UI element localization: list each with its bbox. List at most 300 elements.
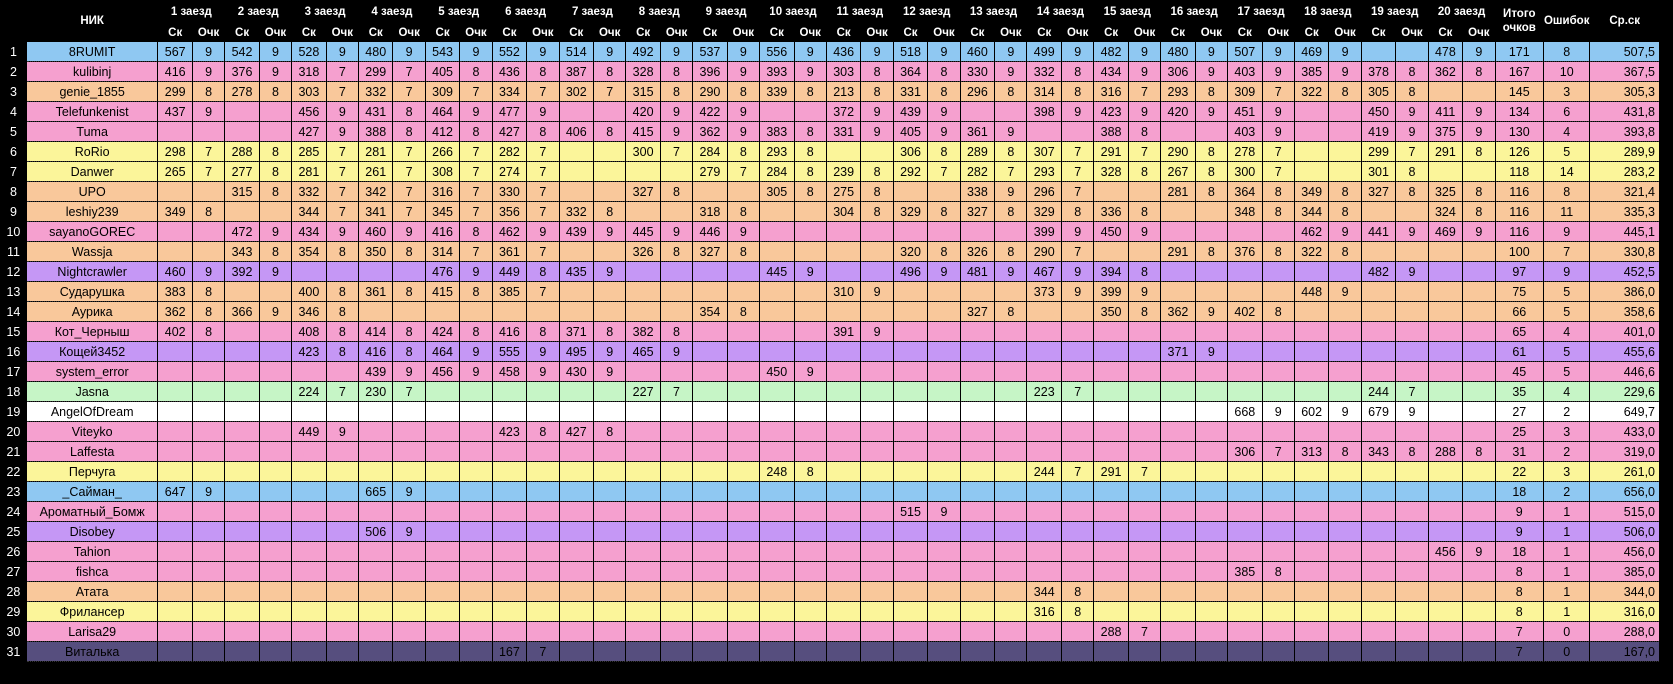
speed-cell [760,402,795,422]
points-cell: 9 [1128,62,1160,82]
speed-cell [693,482,728,502]
points-subheader: Очк [1061,24,1093,42]
speed-cell [1228,642,1263,662]
points-cell [1463,582,1495,602]
speed-cell [1094,642,1129,662]
speed-cell [292,522,327,542]
speed-cell: 239 [826,162,861,182]
speed-cell: 304 [826,202,861,222]
points-cell [1463,162,1495,182]
speed-cell [960,522,995,542]
points-cell: 9 [660,222,692,242]
speed-cell [760,522,795,542]
points-cell: 9 [660,42,692,62]
points-cell [1262,522,1294,542]
points-cell [527,602,559,622]
points-cell: 7 [527,82,559,102]
speed-cell: 450 [760,362,795,382]
speed-cell: 284 [693,142,728,162]
speed-cell: 227 [626,382,661,402]
points-cell [326,402,358,422]
points-cell [794,562,826,582]
speed-cell: 275 [826,182,861,202]
speed-cell [225,422,260,442]
points-cell: 7 [1262,162,1294,182]
points-cell: 9 [1329,42,1361,62]
speed-cell [1228,342,1263,362]
points-cell: 8 [1262,302,1294,322]
points-cell [727,382,759,402]
total-cell: 8 [1495,602,1544,622]
speed-cell [425,602,460,622]
points-cell [326,462,358,482]
speed-cell: 356 [492,202,527,222]
points-cell: 8 [527,122,559,142]
speed-cell [826,402,861,422]
speed-subheader: Ск [1027,24,1062,42]
total-cell: 8 [1495,562,1544,582]
speed-cell [1094,562,1129,582]
points-cell [594,602,626,622]
points-cell: 7 [326,82,358,102]
speed-cell [559,602,594,622]
speed-cell [1094,342,1129,362]
nick-cell: AngelOfDream [26,402,158,422]
points-cell [660,582,692,602]
nick-cell: genie_1855 [26,82,158,102]
points-cell [1195,122,1227,142]
rank-cell: 8 [1,182,27,202]
points-cell: 8 [1463,442,1495,462]
speed-cell [1361,422,1396,442]
speed-cell: 420 [626,102,661,122]
speed-cell [158,582,193,602]
speed-cell: 602 [1294,402,1329,422]
points-cell [527,482,559,502]
points-cell: 9 [1195,42,1227,62]
speed-subheader: Ск [893,24,928,42]
points-cell [259,382,291,402]
points-cell [1463,322,1495,342]
points-cell [1061,642,1093,662]
speed-cell [1161,402,1196,422]
points-cell [1396,562,1428,582]
avg-cell: 455,6 [1590,342,1660,362]
points-cell: 8 [727,302,759,322]
points-cell [460,502,492,522]
points-cell: 9 [660,342,692,362]
speed-cell: 387 [559,62,594,82]
speed-cell [1361,242,1396,262]
errors-header: Ошибок [1544,0,1590,42]
errors-cell: 2 [1544,402,1590,422]
points-cell [1329,602,1361,622]
speed-cell [626,602,661,622]
rank-cell: 31 [1,642,27,662]
points-cell [1195,542,1227,562]
speed-cell [1361,202,1396,222]
speed-cell: 267 [1161,162,1196,182]
speed-cell: 477 [492,102,527,122]
speed-cell [559,642,594,662]
points-cell: 7 [1262,142,1294,162]
speed-cell [1294,502,1329,522]
speed-cell: 315 [626,82,661,102]
speed-cell [1361,522,1396,542]
heat-header: 9 заезд [693,0,760,24]
points-cell: 8 [1262,182,1294,202]
points-cell: 8 [861,202,893,222]
speed-cell: 437 [158,102,193,122]
points-cell: 8 [794,182,826,202]
total-cell: 66 [1495,302,1544,322]
points-cell [460,642,492,662]
points-cell [259,482,291,502]
speed-cell: 290 [1161,142,1196,162]
points-cell [995,402,1027,422]
speed-cell [1428,322,1463,342]
speed-cell [1027,482,1062,502]
avg-cell: 433,0 [1590,422,1660,442]
speed-cell [492,402,527,422]
speed-cell [492,502,527,522]
points-cell: 9 [794,362,826,382]
points-cell: 8 [660,62,692,82]
points-cell [660,202,692,222]
speed-cell: 396 [693,62,728,82]
points-cell [1396,462,1428,482]
heat-header: 3 заезд [292,0,359,24]
points-cell [594,182,626,202]
speed-cell [1161,502,1196,522]
points-cell [1396,342,1428,362]
speed-cell: 281 [292,162,327,182]
speed-cell: 378 [1361,62,1396,82]
points-cell [660,602,692,622]
points-cell [192,422,224,442]
points-cell: 7 [460,182,492,202]
points-cell [1195,582,1227,602]
speed-subheader: Ск [1094,24,1129,42]
points-cell [727,442,759,462]
speed-subheader: Ск [1361,24,1396,42]
points-cell [861,262,893,282]
points-cell [1195,562,1227,582]
points-cell: 7 [1061,242,1093,262]
nick-cell: Ароматный_Бомж [26,502,158,522]
speed-cell [893,342,928,362]
points-cell [1128,502,1160,522]
nick-cell: Кот_Черныш [26,322,158,342]
points-cell [192,342,224,362]
speed-cell: 291 [1094,142,1129,162]
total-cell: 65 [1495,322,1544,342]
points-cell [259,622,291,642]
speed-cell [559,562,594,582]
points-cell: 7 [527,162,559,182]
points-cell: 9 [727,102,759,122]
points-cell [727,282,759,302]
speed-cell [693,182,728,202]
points-cell: 7 [1396,142,1428,162]
points-cell: 9 [259,222,291,242]
points-cell: 9 [460,102,492,122]
points-cell [192,122,224,142]
points-cell [1329,482,1361,502]
speed-subheader: Ск [358,24,393,42]
speed-cell [760,422,795,442]
points-cell [460,422,492,442]
speed-cell: 331 [893,82,928,102]
speed-cell: 285 [292,142,327,162]
points-cell [527,402,559,422]
speed-cell [960,342,995,362]
points-cell [1262,582,1294,602]
speed-cell [626,422,661,442]
points-cell [460,562,492,582]
total-cell: 7 [1495,622,1544,642]
speed-cell [626,262,661,282]
speed-cell: 291 [1161,242,1196,262]
speed-cell: 308 [425,162,460,182]
speed-cell [425,502,460,522]
nick-cell: Nightcrawler [26,262,158,282]
table-header [1,0,1660,42]
speed-cell: 464 [425,102,460,122]
points-cell: 7 [928,162,960,182]
table-body [1,42,1660,662]
speed-cell [425,562,460,582]
points-cell: 8 [1329,242,1361,262]
speed-cell: 405 [425,62,460,82]
points-cell: 8 [393,322,425,342]
points-cell [1329,122,1361,142]
speed-cell [158,522,193,542]
nick-cell: Viteyko [26,422,158,442]
points-cell [594,242,626,262]
points-cell: 8 [727,242,759,262]
points-cell: 9 [1128,282,1160,302]
speed-cell: 552 [492,42,527,62]
speed-cell: 462 [492,222,527,242]
table-row [1,122,1660,142]
speed-cell [826,562,861,582]
nick-cell: Кощей3452 [26,342,158,362]
speed-cell: 330 [960,62,995,82]
speed-cell [225,622,260,642]
points-cell: 8 [861,162,893,182]
points-cell [1128,542,1160,562]
speed-cell [1027,302,1062,322]
points-cell [995,462,1027,482]
speed-cell: 383 [158,282,193,302]
speed-cell [1094,522,1129,542]
speed-cell [693,502,728,522]
points-cell [861,502,893,522]
points-cell: 8 [326,282,358,302]
speed-cell: 462 [1294,222,1329,242]
speed-cell [1294,382,1329,402]
table-row [1,382,1660,402]
speed-cell [960,642,995,662]
speed-cell [693,362,728,382]
points-cell: 7 [660,142,692,162]
points-cell [727,642,759,662]
points-cell [527,382,559,402]
points-cell [794,402,826,422]
points-cell: 7 [1262,82,1294,102]
speed-cell: 329 [1027,202,1062,222]
table-row [1,262,1660,282]
points-cell [861,242,893,262]
points-cell [995,582,1027,602]
points-cell [1195,382,1227,402]
speed-cell: 469 [1428,222,1463,242]
speed-cell [760,102,795,122]
errors-cell: 5 [1544,342,1590,362]
heat-header: 4 заезд [358,0,425,24]
points-cell: 8 [326,342,358,362]
speed-cell [1161,362,1196,382]
points-cell: 8 [527,422,559,442]
speed-cell: 248 [760,462,795,482]
speed-cell [292,602,327,622]
speed-cell [1294,602,1329,622]
heat-header: 10 заезд [760,0,827,24]
speed-cell: 361 [960,122,995,142]
speed-subheader: Ск [225,24,260,42]
points-cell: 9 [928,502,960,522]
nick-cell: Disobey [26,522,158,542]
rank-cell: 4 [1,102,27,122]
speed-cell [492,562,527,582]
speed-cell: 293 [1161,82,1196,102]
points-cell [259,342,291,362]
speed-cell [1228,422,1263,442]
rank-cell: 11 [1,242,27,262]
points-cell: 7 [1128,462,1160,482]
points-cell [192,502,224,522]
points-cell [594,382,626,402]
speed-cell [1094,182,1129,202]
points-cell [660,302,692,322]
nick-cell: system_error [26,362,158,382]
points-cell [259,582,291,602]
points-cell: 8 [259,182,291,202]
points-cell: 8 [527,62,559,82]
rank-cell: 19 [1,402,27,422]
points-cell [660,462,692,482]
points-cell [1396,622,1428,642]
speed-cell: 436 [492,62,527,82]
points-cell [660,622,692,642]
speed-cell [292,462,327,482]
points-cell [727,422,759,442]
points-cell: 9 [527,42,559,62]
points-cell [794,222,826,242]
speed-cell: 366 [225,302,260,322]
speed-cell [960,422,995,442]
speed-cell [893,222,928,242]
points-cell: 8 [1396,62,1428,82]
points-cell [259,522,291,542]
points-cell [861,342,893,362]
speed-cell: 492 [626,42,661,62]
total-cell: 100 [1495,242,1544,262]
points-cell: 9 [727,122,759,142]
speed-cell [1294,562,1329,582]
speed-cell [693,442,728,462]
speed-cell: 332 [292,182,327,202]
points-cell: 8 [594,62,626,82]
points-cell: 7 [393,162,425,182]
points-cell [326,442,358,462]
points-cell: 7 [192,142,224,162]
speed-cell: 314 [1027,82,1062,102]
speed-cell [425,642,460,662]
speed-cell [559,462,594,482]
points-cell [995,482,1027,502]
points-cell: 9 [727,222,759,242]
speed-cell [292,622,327,642]
speed-cell [1027,522,1062,542]
points-cell [1061,482,1093,502]
rank-cell: 13 [1,282,27,302]
points-cell [861,642,893,662]
points-cell: 8 [259,242,291,262]
points-cell [794,282,826,302]
points-cell: 9 [1262,42,1294,62]
speed-cell [760,342,795,362]
avg-cell: 261,0 [1590,462,1660,482]
speed-cell [1294,422,1329,442]
avg-cell: 452,5 [1590,262,1660,282]
speed-cell [626,202,661,222]
points-cell: 7 [1061,382,1093,402]
points-cell: 9 [527,102,559,122]
speed-cell [760,622,795,642]
points-cell: 8 [660,242,692,262]
speed-cell [1161,382,1196,402]
points-cell: 9 [995,262,1027,282]
points-cell [1463,522,1495,542]
speed-cell [626,362,661,382]
points-cell: 9 [393,42,425,62]
points-subheader: Очк [1195,24,1227,42]
points-cell [995,602,1027,622]
speed-cell: 427 [492,122,527,142]
points-cell [460,622,492,642]
speed-cell [1361,582,1396,602]
speed-cell: 322 [1294,82,1329,102]
table-row [1,42,1660,62]
speed-cell [292,482,327,502]
speed-cell: 316 [425,182,460,202]
speed-cell [1428,282,1463,302]
points-cell [861,622,893,642]
avg-cell: 316,0 [1590,602,1660,622]
points-cell [594,162,626,182]
speed-cell: 167 [492,642,527,662]
speed-cell: 314 [425,242,460,262]
points-cell [1128,482,1160,502]
points-cell: 7 [1128,82,1160,102]
points-cell: 8 [861,82,893,102]
points-cell [995,442,1027,462]
points-cell: 7 [660,382,692,402]
points-cell [1329,302,1361,322]
speed-cell: 449 [292,422,327,442]
